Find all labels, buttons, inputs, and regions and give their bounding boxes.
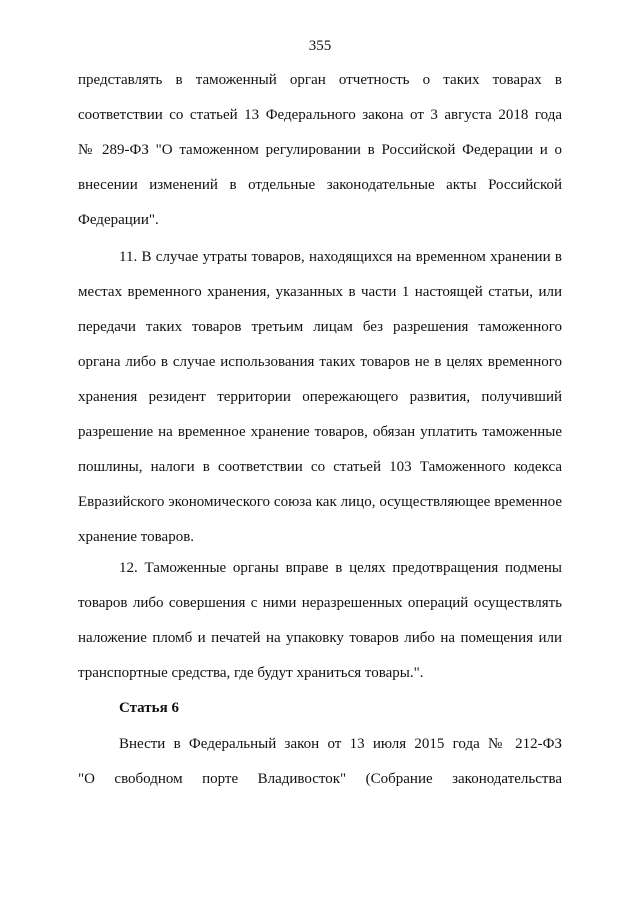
page-number: 355: [308, 38, 332, 54]
text-line: Внести в Федеральный закон от 13 июля 2015 года № 212-ФЗ: [119, 736, 562, 752]
text-line: внесении изменений в отдельные законодательные акты Российской: [78, 177, 562, 193]
paragraph-continuation: [78, 63, 562, 238]
text-line: 12. Таможенные органы вправе в целях предотвращения подмены: [119, 560, 562, 576]
text-line: соответствии со статьей 13 Федерального закона от 3 августа 2018 года: [78, 107, 562, 123]
text-line: хранение товаров.: [78, 529, 195, 545]
text-line: наложение пломб и печатей на упаковку товаров либо на помещения или: [78, 630, 562, 646]
text-line: "О свободном порте Владивосток" (Собрание законодательства: [78, 771, 562, 787]
article-title: Статья 6: [119, 700, 179, 716]
paragraph-item-11: [78, 240, 562, 555]
paragraph-item-12: [78, 551, 562, 691]
text-line: Евразийского экономического союза как лицо, осуществляющее временное: [78, 494, 562, 510]
text-line: транспортные средства, где будут храниться товары.".: [78, 665, 424, 681]
text-line: 11. В случае утраты товаров, находящихся на временном хранении в: [119, 249, 562, 265]
text-line: органа либо в случае использования таких товаров не в целях временного: [78, 354, 562, 370]
text-line: передачи таких товаров третьим лицам без разрешения таможенного: [78, 319, 562, 335]
paragraph-article-6: [78, 727, 562, 797]
text-line: пошлины, налоги в соответствии со статьей 103 Таможенного кодекса: [78, 459, 562, 475]
text-line: представлять в таможенный орган отчетность о таких товарах в: [78, 72, 562, 88]
text-line: местах временного хранения, указанных в части 1 настоящей статьи, или: [78, 284, 562, 300]
text-line: товаров либо совершения с ними неразрешенных операций осуществлять: [78, 595, 562, 611]
text-line: хранения резидент территории опережающего развития, получивший: [78, 389, 562, 405]
text-line: Федерации".: [78, 212, 159, 228]
text-line: разрешение на временное хранение товаров, обязан уплатить таможенные: [78, 424, 562, 440]
text-line: № 289-ФЗ "О таможенном регулировании в Российской Федерации и о: [78, 142, 562, 158]
article-heading: [78, 691, 562, 726]
